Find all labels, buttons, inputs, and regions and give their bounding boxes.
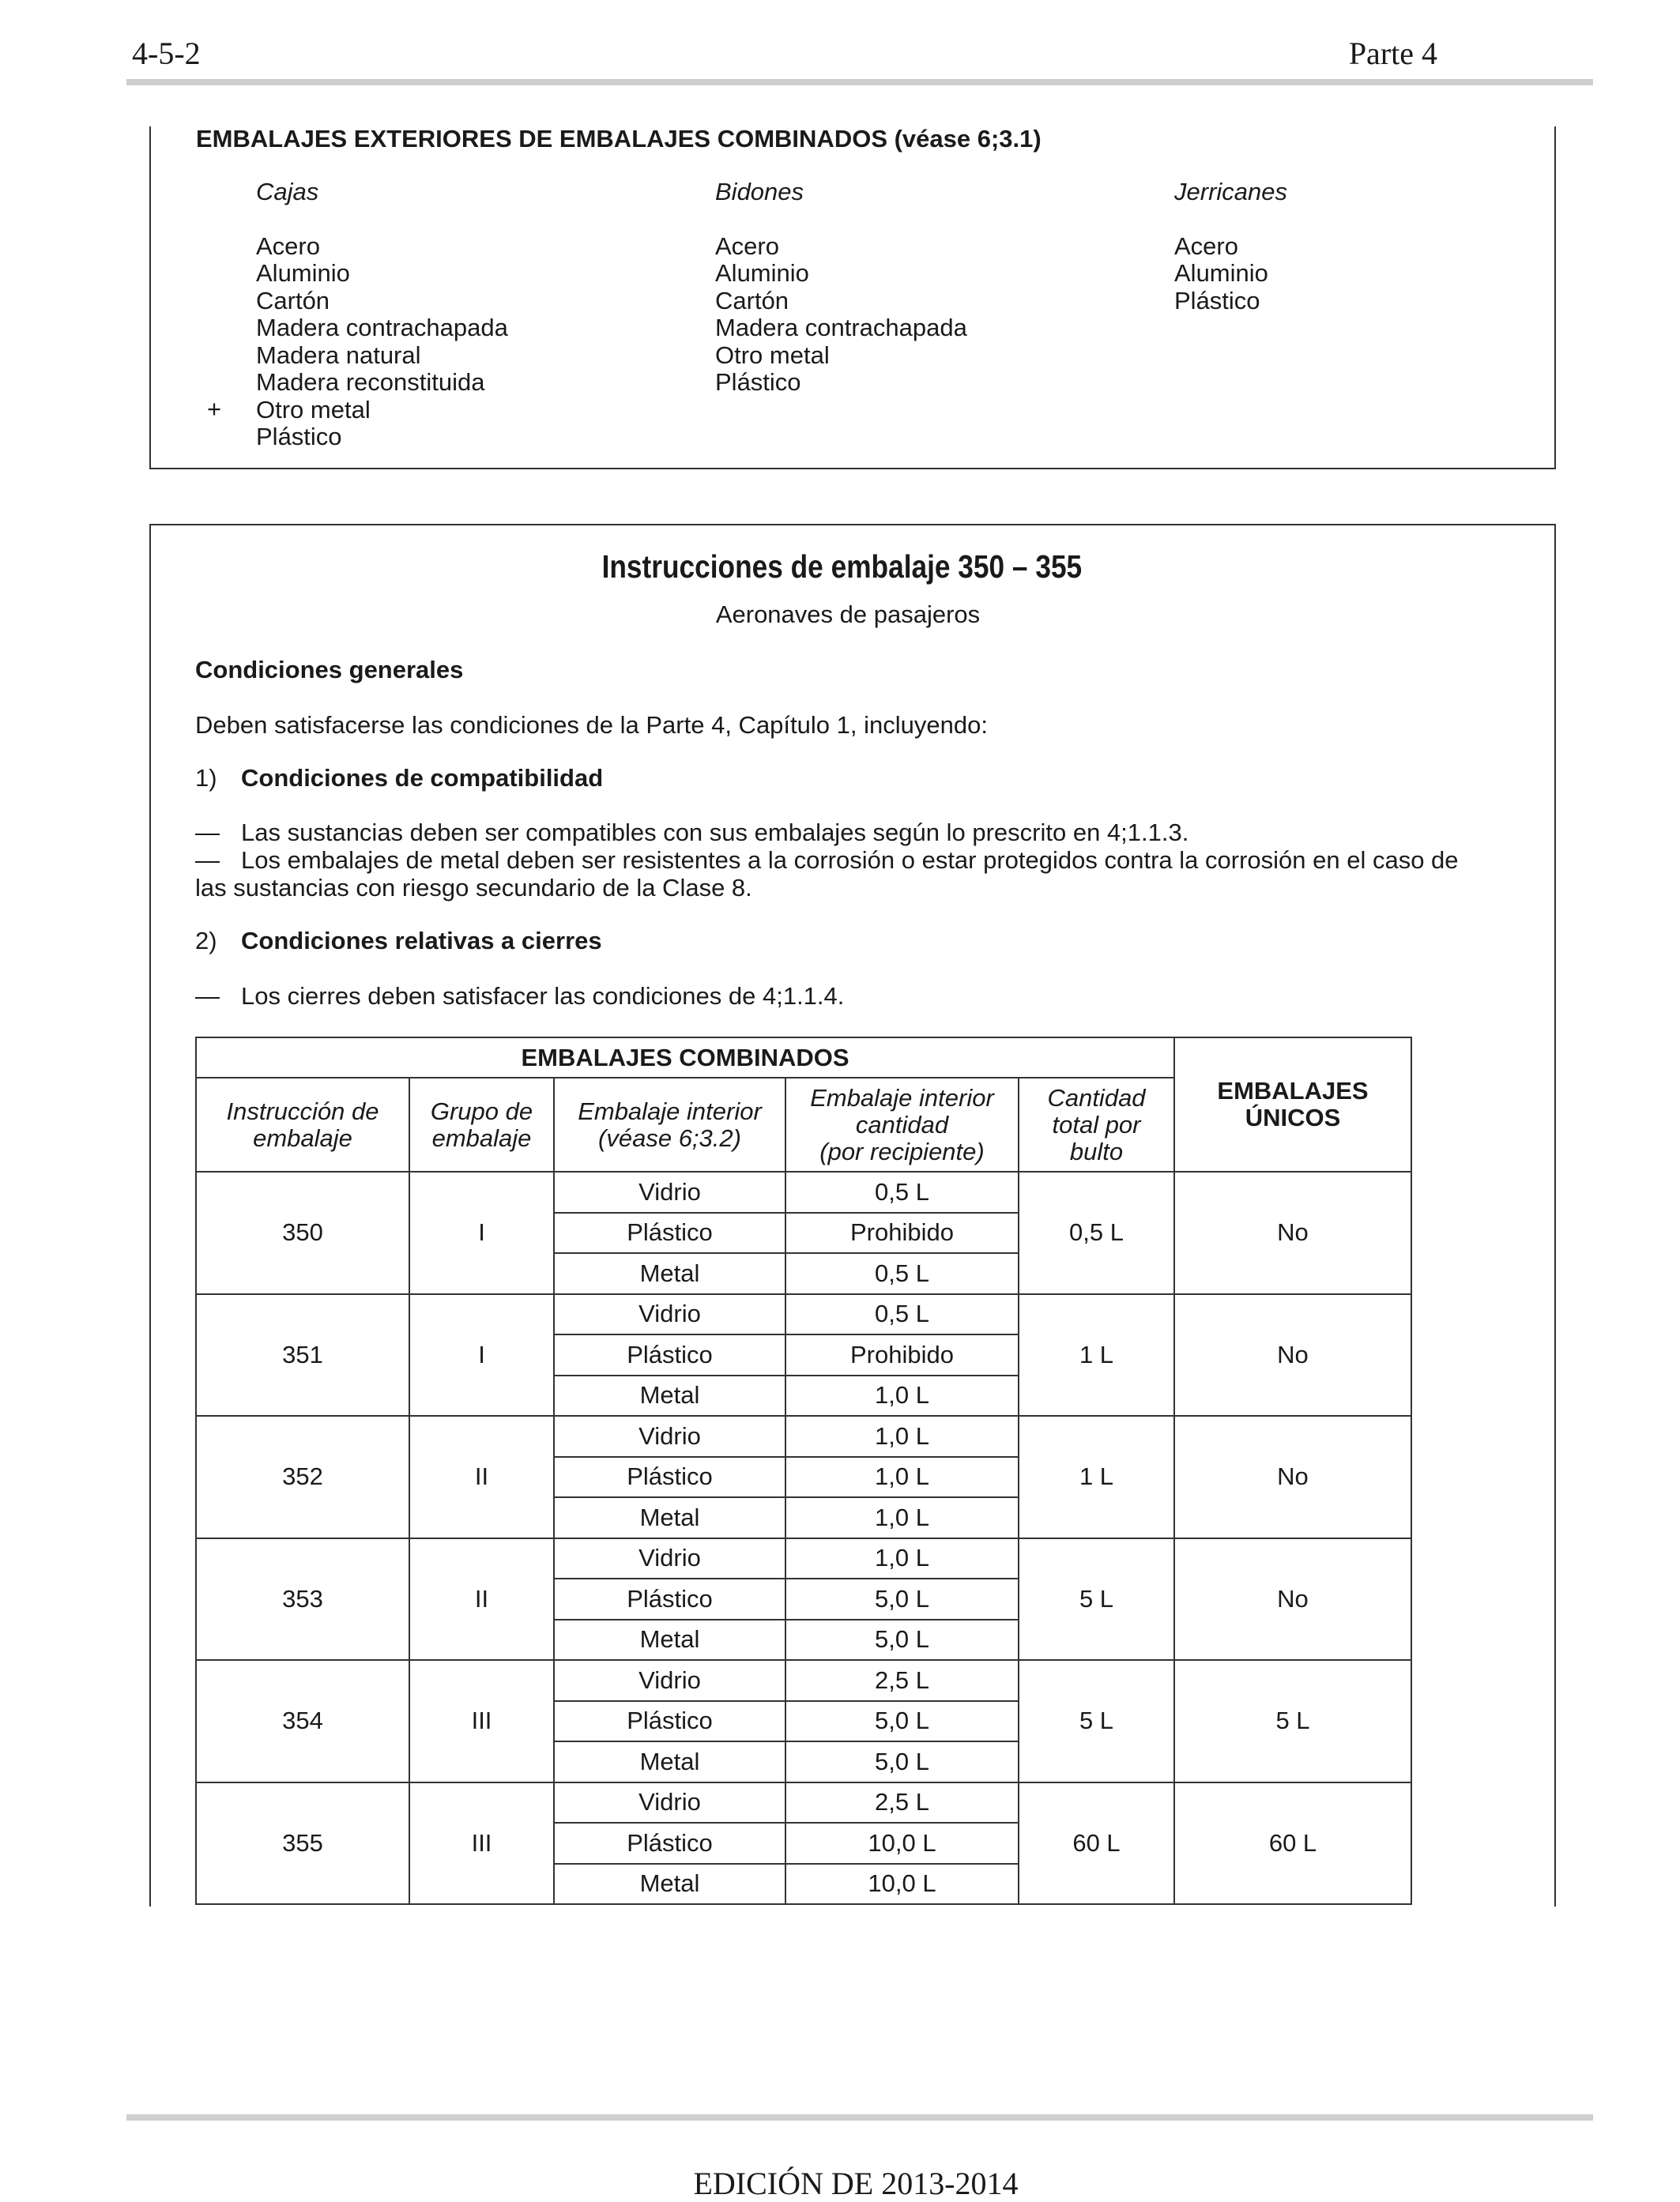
- footer-rule: [126, 2114, 1593, 2121]
- inner-cell: Vidrio: [554, 1416, 785, 1457]
- condition-1-item-2: [195, 846, 1459, 875]
- inner-cell: Metal: [554, 1253, 785, 1294]
- qty-cell: 5,0 L: [785, 1620, 1019, 1661]
- table-row: [196, 1782, 1411, 1824]
- inner-cell: Metal: [554, 1620, 785, 1661]
- instruction-cell: 352: [196, 1416, 409, 1538]
- instruction-cell: 353: [196, 1538, 409, 1661]
- condition-2-heading: [195, 927, 602, 955]
- table-row: [196, 1660, 1411, 1701]
- column-header-inner-qty: [785, 1078, 1019, 1172]
- qty-cell: 5,0 L: [785, 1579, 1019, 1620]
- header-line: Embalaje interior: [578, 1097, 762, 1125]
- single-cell: No: [1174, 1416, 1411, 1538]
- part-label: Parte 4: [1348, 36, 1437, 71]
- list-item: Madera contrachapada: [256, 314, 508, 341]
- inner-cell: Metal: [554, 1376, 785, 1417]
- condition-number: 1): [195, 764, 217, 792]
- condition-1-item-2-cont: las sustancias con riesgo secundario de la Clase 8.: [195, 874, 752, 902]
- packaging-table: [195, 1037, 1412, 1905]
- inner-cell: Plástico: [554, 1334, 785, 1376]
- list-item: Acero: [715, 231, 779, 260]
- inner-cell: Metal: [554, 1864, 785, 1905]
- inner-cell: Plástico: [554, 1823, 785, 1864]
- column-jerricanes: [1174, 179, 1287, 314]
- qty-cell: 5,0 L: [785, 1701, 1019, 1742]
- condition-title: Condiciones relativas a cierres: [241, 927, 602, 954]
- column-bidones: [715, 179, 967, 397]
- list-item: Aluminio: [256, 259, 350, 287]
- page-number: 4-5-2: [132, 36, 201, 71]
- inner-cell: Metal: [554, 1741, 785, 1782]
- inner-cell: Plástico: [554, 1701, 785, 1742]
- table-row: [196, 1416, 1411, 1457]
- group-cell: II: [409, 1416, 554, 1538]
- column-heading: Jerricanes: [1174, 178, 1287, 205]
- qty-cell: 10,0 L: [785, 1823, 1019, 1864]
- condition-title: Condiciones de compatibilidad: [241, 764, 604, 792]
- general-conditions-heading: Condiciones generales: [195, 656, 464, 683]
- qty-cell: 0,5 L: [785, 1253, 1019, 1294]
- list-item: Otro metal: [256, 395, 371, 423]
- single-cell: 60 L: [1174, 1782, 1411, 1905]
- instructions-title-text: Instrucciones de embalaje 350 – 355: [601, 548, 1083, 585]
- condition-1-heading: [195, 764, 603, 792]
- inner-cell: Vidrio: [554, 1782, 785, 1824]
- group-cell: I: [409, 1294, 554, 1417]
- inner-cell: Plástico: [554, 1579, 785, 1620]
- list-item: Madera contrachapada: [715, 314, 967, 341]
- inner-cell: Vidrio: [554, 1660, 785, 1701]
- header-line: bulto: [1069, 1137, 1124, 1165]
- single-cell: No: [1174, 1538, 1411, 1661]
- header-line: total por: [1052, 1110, 1141, 1139]
- table-row: [196, 1172, 1411, 1213]
- list-item: Aluminio: [1174, 259, 1268, 287]
- header-line: (por recipiente): [819, 1137, 985, 1165]
- qty-cell: 10,0 L: [785, 1864, 1019, 1905]
- condition-1-item-1: [195, 819, 1188, 847]
- condition-2-item-1: [195, 982, 844, 1011]
- column-header-inner: [554, 1078, 785, 1172]
- header-line: Embalaje interior: [810, 1083, 994, 1112]
- dash-mark: —: [195, 982, 220, 1010]
- header-line: Instrucción de: [226, 1097, 379, 1125]
- inner-cell: Vidrio: [554, 1538, 785, 1579]
- total-cell: 5 L: [1019, 1538, 1174, 1661]
- column-header-total: [1019, 1078, 1174, 1172]
- instruction-cell: 354: [196, 1660, 409, 1782]
- instruction-cell: 355: [196, 1782, 409, 1905]
- group-cell: III: [409, 1782, 554, 1905]
- list-item: Cartón: [715, 286, 789, 314]
- condition-text: Los embalajes de metal deben ser resistentes a la corrosión o estar protegidos contra la corrosión en el caso de: [241, 846, 1459, 874]
- single-cell: No: [1174, 1172, 1411, 1294]
- list-item: Aluminio: [715, 259, 809, 287]
- inner-cell: Plástico: [554, 1457, 785, 1498]
- qty-cell: 0,5 L: [785, 1172, 1019, 1213]
- single-cell: 5 L: [1174, 1660, 1411, 1782]
- total-cell: 1 L: [1019, 1416, 1174, 1538]
- header-line: Grupo de: [430, 1097, 533, 1125]
- column-heading: Bidones: [715, 178, 804, 205]
- inner-cell: Vidrio: [554, 1172, 785, 1213]
- qty-cell: 1,0 L: [785, 1457, 1019, 1498]
- total-cell: 5 L: [1019, 1660, 1174, 1782]
- table-row: [196, 1294, 1411, 1335]
- group-cell: III: [409, 1660, 554, 1782]
- dash-mark: —: [195, 846, 220, 874]
- header-line: Cantidad: [1047, 1083, 1146, 1112]
- list-item: Madera reconstituida: [256, 368, 485, 396]
- instructions-subtitle: Aeronaves de pasajeros: [715, 600, 981, 628]
- list-item: Otro metal: [715, 341, 830, 369]
- single-packagings-header: [1174, 1037, 1411, 1172]
- edition-footer: EDICIÓN DE 2013-2014: [693, 2166, 1019, 2201]
- qty-cell: 2,5 L: [785, 1660, 1019, 1701]
- header-line: (véase 6;3.2): [598, 1124, 741, 1152]
- inner-cell: Plástico: [554, 1213, 785, 1254]
- total-cell: 1 L: [1019, 1294, 1174, 1417]
- column-cajas: [256, 179, 508, 451]
- header-line: embalaje: [253, 1124, 352, 1152]
- general-conditions-text: Deben satisfacerse las condiciones de la Parte 4, Capítulo 1, incluyendo:: [195, 711, 988, 739]
- header-line: ÚNICOS: [1245, 1104, 1341, 1131]
- outer-packaging-title: EMBALAJES EXTERIORES DE EMBALAJES COMBINADOS (véase 6;3.1): [196, 125, 1042, 152]
- inner-cell: Vidrio: [554, 1294, 785, 1335]
- header-line: embalaje: [431, 1124, 532, 1152]
- revision-mark: +: [207, 395, 222, 423]
- header-rule: [126, 79, 1593, 85]
- inner-cell: Metal: [554, 1497, 785, 1538]
- qty-cell: 2,5 L: [785, 1782, 1019, 1824]
- total-cell: 60 L: [1019, 1782, 1174, 1905]
- list-item: Acero: [1174, 231, 1238, 260]
- condition-number: 2): [195, 927, 217, 954]
- combined-packagings-header: EMBALAJES COMBINADOS: [196, 1037, 1174, 1078]
- condition-text: Los cierres deben satisfacer las condiciones de 4;1.1.4.: [241, 982, 845, 1010]
- column-header-instruction: [196, 1078, 409, 1172]
- total-cell: 0,5 L: [1019, 1172, 1174, 1294]
- qty-cell: Prohibido: [785, 1334, 1019, 1376]
- instructions-title: [119, 548, 1564, 585]
- instruction-cell: 350: [196, 1172, 409, 1294]
- list-item: Acero: [256, 231, 320, 260]
- list-item: Plástico: [256, 423, 342, 450]
- group-cell: I: [409, 1172, 554, 1294]
- condition-text: Las sustancias deben ser compatibles con sus embalajes según lo prescrito en 4;1.1.3.: [241, 819, 1189, 846]
- table-row: [196, 1538, 1411, 1579]
- group-cell: II: [409, 1538, 554, 1661]
- single-cell: No: [1174, 1294, 1411, 1417]
- list-item: Cartón: [256, 286, 330, 314]
- list-item: Plástico: [1174, 286, 1260, 314]
- qty-cell: 1,0 L: [785, 1416, 1019, 1457]
- header-line: cantidad: [855, 1110, 949, 1139]
- qty-cell: Prohibido: [785, 1213, 1019, 1254]
- qty-cell: 5,0 L: [785, 1741, 1019, 1782]
- list-item: Plástico: [715, 368, 801, 396]
- qty-cell: 1,0 L: [785, 1497, 1019, 1538]
- column-heading: Cajas: [256, 178, 319, 205]
- column-header-group: [409, 1078, 554, 1172]
- instruction-cell: 351: [196, 1294, 409, 1417]
- qty-cell: 1,0 L: [785, 1376, 1019, 1417]
- dash-mark: —: [195, 819, 220, 846]
- qty-cell: 0,5 L: [785, 1294, 1019, 1335]
- qty-cell: 1,0 L: [785, 1538, 1019, 1579]
- header-line: EMBALAJES: [1217, 1077, 1369, 1105]
- list-item: Madera natural: [256, 341, 421, 369]
